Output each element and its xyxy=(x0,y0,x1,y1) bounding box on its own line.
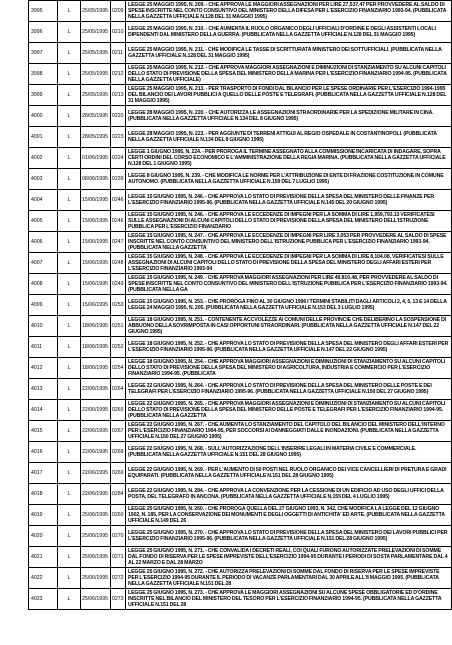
record-description-cell: LEGGE 15 GIUGNO 1995, N. 246. - CHE APPROVA LO STATO DI PREVISIONE DELLA SPESA DEL MINISTERO DELLE FINANZE PER L'ESERCIZIO FINANZIARIO 1995-96. (PUBBLICATA NELLA GAZZETTA UFFICIALE N.145 DEL 20 GIUGNO 1995) xyxy=(126,190,452,211)
record-code-cell: 0253 xyxy=(111,295,126,316)
record-number-cell: 4002 xyxy=(29,148,58,169)
record-code-cell: 0213 xyxy=(111,85,126,106)
record-number-cell: 4018 xyxy=(29,484,58,505)
record-date-cell: 25/05/1995 xyxy=(81,22,111,43)
table-row xyxy=(29,505,452,526)
record-type-cell: L xyxy=(58,442,81,463)
record-description-cell: LEGGE 8 GIUGNO 1995, N. 239. - CHE MODIFICA LE NORME PER L'ATTRIBUZIONE DI ENTE DI FRAZIONE COSTITUZIONE IN COMUNE AUTONOMO. (PUBBLICATA NELLA GAZZETTA UFFICIALE N.159 DEL 7 LUGLIO 1995) xyxy=(126,169,452,190)
table-row xyxy=(29,64,452,85)
record-type-cell: L xyxy=(58,463,81,484)
record-number-cell: 4023 xyxy=(29,589,58,610)
table-row xyxy=(29,148,452,169)
record-description-cell: LEGGE 25 MAGGIO 1995, N. 213. - PER TRASPORTO DI FONDI DAL BILANCIO PER LE SPESE ORDINARIE PER L'ESERCIZIO 1994-1995 DEL BILANCIO DEI LAVORI PUBBLICI A QUELLO DELLE POSTE E TELEGRAFI. (PUBBLICATA NELLA GAZZETTA UFFICIALE N.128 DEL 31 MAGGIO 1995) xyxy=(126,85,452,106)
record-number-cell: 4019 xyxy=(29,505,58,526)
record-type-cell: L xyxy=(58,337,81,358)
record-code-cell: 0224 xyxy=(111,148,126,169)
record-number-cell: 4004 xyxy=(29,190,58,211)
record-description-cell: LEGGE 22 GIUGNO 1995, N. 284. - CHE APPROVA LA CONVENZIONE PER LA CESSIONE DI UN EDIFICIO AD USO DEGLI UFFICI DELLA POSTA, DEL TELEGRAFO IN ANCONA. (PUBBLICATA NELLA GAZZETTA UFFICIALE N.155 DEL 4 LUGLIO 1995) xyxy=(126,484,452,505)
record-number-cell: 4021 xyxy=(29,547,58,568)
table-body xyxy=(29,1,452,610)
record-description-cell: LEGGE 15 GIUGNO 1995, N. 249. - CHE APPROVA MAGGIORI ASSEGNAZIONI PER LIRE 49.810.48, PER PROVVEDERE AL SALDO DI SPESE INSCRITTE NEL CONTO CONSUNTIVO DEL MINISTERO DELL'ISTRUZIONE PUBBLICA PER L'ESERCIZIO FINANZIARIO 1993-94. (PUBBLICATA NELLA GA xyxy=(126,274,452,295)
record-code-cell: 0223 xyxy=(111,127,126,148)
record-date-cell: 18/06/1995 xyxy=(81,358,111,379)
table-row xyxy=(29,274,452,295)
record-number-cell: 3995 xyxy=(29,1,58,22)
record-code-cell: 0269 xyxy=(111,463,126,484)
record-number-cell: 4022 xyxy=(29,568,58,589)
table-row xyxy=(29,106,452,127)
record-code-cell: 0212 xyxy=(111,64,126,85)
record-description-cell: LEGGE 22 GIUGNO 1995, N. 269. - PER L'AUMENTO DI 50 POSTI NEL RUOLO ORGANICO DEI VICE CANCELLIERI DI PRETURA E GRADI EQUIPARATI. (PUBBLICATA NELLA GAZZETTA UFFICIALE N.151 DEL 28 GIUGNO 1995) xyxy=(126,463,452,484)
record-type-cell: L xyxy=(58,295,81,316)
record-number-cell: 4003 xyxy=(29,169,58,190)
record-code-cell: 0273 xyxy=(111,589,126,610)
record-code-cell: 0210 xyxy=(111,22,126,43)
record-number-cell: 4007 xyxy=(29,253,58,274)
record-date-cell: 15/06/1995 xyxy=(81,211,111,232)
record-type-cell: L xyxy=(58,316,81,337)
record-code-cell: 0271 xyxy=(111,547,126,568)
record-date-cell: 15/06/1995 xyxy=(81,232,111,253)
record-date-cell: 01/06/1995 xyxy=(81,148,111,169)
record-type-cell: L xyxy=(58,421,81,442)
record-type-cell: L xyxy=(58,484,81,505)
record-code-cell: 0248 xyxy=(111,253,126,274)
record-code-cell: 0220 xyxy=(111,106,126,127)
record-number-cell: 3999 xyxy=(29,85,58,106)
record-code-cell: 0251 xyxy=(111,316,126,337)
record-description-cell: LEGGE 25 GIUGNO 1995, N. 260. - CHE PROROGA QUELLA DEL 27 GIUGNO 1993, N. 342, CHE MODIFICA LA LEGGE DEL 12 GIUGNO 1902, N. 185, PER LA CONSERVAZIONE DEI MONUMENTI E DEGLI OGGETTI DI ANTICHITA' ED ARTE. (PUBBLICATA NELLA GAZZETTA UFFICIALE N.149 DEL 26 xyxy=(126,505,452,526)
record-description-cell: LEGGE 28 MAGGIO 1995, N. 220. - CHE AUTORIZZA LE ASSEGNAZIONI STRAORDINARIE PER LA SPEDIZIONE MILITARE IN CINA. (PUBBLICATA NELLA GAZZETTA UFFICIALE N.134 DEL 8 GIUGNO 1995) xyxy=(126,106,452,127)
table-row xyxy=(29,568,452,589)
record-date-cell: 28/05/1995 xyxy=(81,127,111,148)
record-type-cell: L xyxy=(58,43,81,64)
record-code-cell: 0246 xyxy=(111,211,126,232)
record-type-cell: L xyxy=(58,253,81,274)
table-row xyxy=(29,232,452,253)
table-row xyxy=(29,127,452,148)
record-date-cell: 28/05/1995 xyxy=(81,106,111,127)
record-code-cell: 0265 xyxy=(111,400,126,421)
record-number-cell: 4017 xyxy=(29,463,58,484)
table-row xyxy=(29,463,452,484)
record-code-cell: 0267 xyxy=(111,421,126,442)
record-description-cell: LEGGE 28 MAGGIO 1995, N. 223. - PER AGGIUNTE DI TERRENI ATTIGUI AL REGIO OSPEDALE IN COSTANTINOPOLI. (PUBBLICATA NELLA GAZZETTA UFFICIALE N.134 DEL 8 GIUGNO 1995) xyxy=(126,127,452,148)
table-row xyxy=(29,211,452,232)
record-number-cell: 4013 xyxy=(29,379,58,400)
record-description-cell: LEGGE 22 GIUGNO 1995, N. 264. - CHE APPROVA LO STATO DI PREVISIONE DELLA SPESA DEL MINISTERO DELLE POSTE E DEI TELEGRAFI PER L'ESERCIZIO FINANZIARIO 1995-96. (PUBBLICATA NELLA GAZZETTA UFFICIALE N.150 DEL 27 GIUGNO 1995) xyxy=(126,379,452,400)
table-row xyxy=(29,421,452,442)
record-type-cell: L xyxy=(58,85,81,106)
record-number-cell: 4006 xyxy=(29,232,58,253)
table-row xyxy=(29,22,452,43)
record-type-cell: L xyxy=(58,400,81,421)
record-date-cell: 25/06/1995 xyxy=(81,526,111,547)
record-date-cell: 22/06/1995 xyxy=(81,463,111,484)
record-description-cell: LEGGE 15 GIUGNO 1995, N. 253. - CHE PROROGA FINO AL 30 GIUGNO 1996 I TERMINI STABILITI DAGLI ARTICOLI 2, 4, 5, 13 E 14 DELLA LEGGE 24 MAGGIO 1995, N. 205. (PUBBLICATA NELLA GAZZETTA UFFICIALE N.153 DEL 3 LUGLIO 1995) xyxy=(126,295,452,316)
record-number-cell: 4012 xyxy=(29,358,58,379)
record-description-cell: LEGGE 25 GIUGNO 1995, N. 273. - CHE APPROVA LE MAGGIORI ASSEGNAZIONI SU ALCUNE SPESE OBBLIGATORIE ED D'ORDINE INSCRITTE NEL BILANCIO DEL MINISTERO DEL TESORO PER L'ESERCIZIO FINANZIARIO 1994-95. (PUBBLICATA NELLA GAZZETTA UFFICIALE N.151 DEL 28 xyxy=(126,589,452,610)
record-description-cell: LEGGE 25 GIUGNO 1995, N. 272. - CHE AUTORIZZA PRELEVAZIONI DI SOMME DAL FONDO DI RISERVA PER LE SPESE IMPREVISTE PER L'ESERCIZIO 1994-95 DURANTE IL PERIODO DI VACANZE PARLAMENTARI DAL 30 APRILE ALL'8 MAGGIO 1995. (PUBBLICATA NELLA GAZZETTA UFFICIALE N.151 DEL 28 xyxy=(126,568,452,589)
record-type-cell: L xyxy=(58,274,81,295)
record-type-cell: L xyxy=(58,358,81,379)
record-number-cell: 4011 xyxy=(29,337,58,358)
record-date-cell: 25/05/1995 xyxy=(81,85,111,106)
record-number-cell: 4001 xyxy=(29,127,58,148)
record-type-cell: L xyxy=(58,1,81,22)
record-number-cell: 4015 xyxy=(29,421,58,442)
record-type-cell: L xyxy=(58,232,81,253)
record-description-cell: LEGGE 18 GIUGNO 1995, N. 254. - CHE APPROVA MAGGIORI ASSEGNAZIONI E DIMINUZIONI DI STANZIAMENTO SU ALCUNI CAPITOLI DELLO STATO DI PREVISIONE DELLA SPESA DEL MINISTERO DI AGRICOLTURA, INDUSTRIA E COMMERCIO PER L'ESERCIZIO FINANZIARIO 1994-95. (PUBBLICATA xyxy=(126,358,452,379)
record-code-cell: 0264 xyxy=(111,379,126,400)
table-row xyxy=(29,337,452,358)
record-description-cell: LEGGE 22 GIUGNO 1995, N. 267. - CHE AUMENTA LO STANZIAMENTO DEL CAPITOLO DEL BILANCIO DEL MINISTERO DELL'INTERNO PER L'ESERCIZIO FINANZIARIO 1994-95, PER SOCCORSI AI DANNEGGIATI DALLE INONDAZIONI. (PUBBLICATA NELLA GAZZETTA UFFICIALE N.150 DEL 27 GIUGNO 1995) xyxy=(126,421,452,442)
table-row xyxy=(29,589,452,610)
table-row xyxy=(29,253,452,274)
record-date-cell: 25/05/1995 xyxy=(81,1,111,22)
record-code-cell: 0247 xyxy=(111,232,126,253)
record-code-cell: 0260 xyxy=(111,505,126,526)
record-number-cell: 4008 xyxy=(29,274,58,295)
record-date-cell: 15/06/1995 xyxy=(81,295,111,316)
record-date-cell: 22/06/1995 xyxy=(81,421,111,442)
record-date-cell: 25/06/1995 xyxy=(81,547,111,568)
record-type-cell: L xyxy=(58,526,81,547)
table-row xyxy=(29,484,452,505)
record-date-cell: 25/06/1995 xyxy=(81,568,111,589)
record-type-cell: L xyxy=(58,190,81,211)
record-code-cell: 0270 xyxy=(111,526,126,547)
record-date-cell: 25/05/1995 xyxy=(81,43,111,64)
record-type-cell: L xyxy=(58,148,81,169)
record-code-cell: 0249 xyxy=(111,274,126,295)
record-description-cell: LEGGE 15 GIUGNO 1995, N. 247. - CHE APPROVA LE ECCEDENZE DI IMPEGNI PER LIRE 3,053 PER PROVVEDERE AL SALDO DI SPESE INSCRITTE NEL CONTO CONSUNTIVO DEL MINISTERO DELL'ISTRUZIONE PUBBLICA PER L'ESERCIZIO FINANZIARIO 1993-94. (PUBBLICATA NELLA GAZZETTA xyxy=(126,232,452,253)
table-row xyxy=(29,526,452,547)
record-date-cell: 15/06/1995 xyxy=(81,253,111,274)
record-date-cell: 18/06/1995 xyxy=(81,337,111,358)
record-description-cell: LEGGE 25 MAGGIO 1995, N. 209. - CHE APPROVA LE MAGGIORI ASSEGNAZIONI PER LIRE 27,537.47 PER PROVVEDERE AL SALDO DI SPESE INSCRITTE NEL CONTO CONSUNTIVO DEL MINISTERO DELLA DIFESA PER L'ESERCIZIO FINANZIARIO 1993-94. (PUBBLICATA NELLA GAZZETTA UFFICIALE N.128 DEL 31 MAGGIO 1995) xyxy=(126,1,452,22)
record-type-cell: L xyxy=(58,106,81,127)
record-number-cell: 4014 xyxy=(29,400,58,421)
record-type-cell: L xyxy=(58,169,81,190)
record-number-cell: 4000 xyxy=(29,106,58,127)
record-number-cell: 3998 xyxy=(29,64,58,85)
record-date-cell: 22/06/1995 xyxy=(81,400,111,421)
record-type-cell: L xyxy=(58,568,81,589)
record-description-cell: LEGGE 25 GIUGNO 1995, N. 270. - CHE APPROVA LO STATO DI PREVISIONE DELLA SPESA DEL MINISTERO DEI LAVORI PUBBLICI PER L'ESERCIZIO FINANZIARIO 1995-96. (PUBBLICATA NELLA GAZZETTA UFFICIALE N.151 DEL 28 GIUGNO 1995) xyxy=(126,526,452,547)
record-type-cell: L xyxy=(58,22,81,43)
record-date-cell: 25/06/1995 xyxy=(81,589,111,610)
record-description-cell: LEGGE 1 GIUGNO 1995, N. 224. - PER PROROGA IL TERMINE ASSEGNATO ALLA COMMISSIONE INCARICATA DI INDAGARE, SOPRA CERTI ORDINI DEL CORSO ECONOMICO E L'AMMINISTRAZIONE DELLA REGIA MARINA. (PUBBLICATA NELLA GAZZETTA UFFICIALE N.128 DEL 1 GIUGNO 1995) xyxy=(126,148,452,169)
record-code-cell: 0284 xyxy=(111,484,126,505)
table-row xyxy=(29,85,452,106)
record-description-cell: LEGGE 25 MAGGIO 1995, N. 212. - CHE APPROVA MAGGIORI ASSEGNAZIONI E DIMINUZIONI DI STANZIAMENTO SU ALCUNI CAPITOLI DELLO STATO DI PREVISIONE DELLA SPESA DEL MINISTERO DELLA MARINA PER L'ESERCIZIO FINANZIARIO 1994-95. (PUBBLICATA NELLA GAZZETTA UFFICIALE) xyxy=(126,64,452,85)
record-description-cell: LEGGE 18 GIUGNO 1995, N. 251. - CONTENENTE ACCVOLEZZE AI COMUNI DELLE PROVINCIE CHE DELIBERINO LA SOSPENSIONE DI ABBUONO DELLA SOVRIMPOSTA IN CASI OPPORTUNI STRAORDINARI. (PUBBLICATA NELLA GAZZETTA UFFICIALE N.147 DEL 22 GIUGNO 1995) xyxy=(126,316,452,337)
record-date-cell: 08/06/1995 xyxy=(81,169,111,190)
record-number-cell: 4009 xyxy=(29,295,58,316)
record-description-cell: LEGGE 25 MAGGIO 1995, N. 211. - CHE MODIFICA LE TASSE DI SCRITTURATA MINISTERO DEI SOTTUFFICIALI. (PUBBLICATA NELLA GAZZETTA UFFICIALE N.128 DEL 31 MAGGIO 1995) xyxy=(126,43,452,64)
record-type-cell: L xyxy=(58,547,81,568)
record-description-cell: LEGGE 22 GIUGNO 1995, N. 268. - SULL'AUTORIZZAZIONE DELL'INSERIRE LEGALI IN MATERIA CIVILE E COMMERCIALE. (PUBBLICATA NELLA GAZZETTA UFFICIALE N.151 DEL 28 GIUGNO 1995) xyxy=(126,442,452,463)
record-number-cell: 4020 xyxy=(29,526,58,547)
record-date-cell: 25/05/1995 xyxy=(81,64,111,85)
record-code-cell: 0254 xyxy=(111,358,126,379)
record-description-cell: LEGGE 22 GIUGNO 1995, N. 265. - CHE APPROVA MAGGIORI ASSEGNAZIONI E DIMINUZIONI DI STANZIAMENTO SU ALCUNI CAPITOLI DELLO STATO DI PREVISIONE DELLA SPESA DEL MINISTERO DELLE POSTE E TELEGRAFI PER L'ESERCIZIO FINANZIARIO 1994-95. (PUBBLICATA NELLA GAZZETTA xyxy=(126,400,452,421)
table-row xyxy=(29,379,452,400)
table-row xyxy=(29,295,452,316)
table-row xyxy=(29,1,452,22)
table-row xyxy=(29,442,452,463)
legislation-table xyxy=(28,0,452,610)
record-type-cell: L xyxy=(58,64,81,85)
record-description-cell: LEGGE 25 MAGGIO 1995, N. 210. - CHE AUMENTA IL RUOLO ORGANICO DEGLI UFFICIALI D'ORDINE E DEGLI ASSISTENTI LOCALI DIPENDENTI DAL MINISTERO DELLA GUERRA. (PUBBLICATA NELLA GAZZETTA UFFICIALE N.128 DEL 31 MAGGIO 1995) xyxy=(126,22,452,43)
record-code-cell: 0209 xyxy=(111,1,126,22)
record-number-cell: 3996 xyxy=(29,22,58,43)
table-row xyxy=(29,358,452,379)
record-code-cell: 0246 xyxy=(111,190,126,211)
record-number-cell: 3997 xyxy=(29,43,58,64)
record-date-cell: 25/06/1995 xyxy=(81,505,111,526)
table-row xyxy=(29,316,452,337)
record-date-cell: 18/06/1995 xyxy=(81,316,111,337)
record-type-cell: L xyxy=(58,589,81,610)
record-type-cell: L xyxy=(58,379,81,400)
record-number-cell: 4005 xyxy=(29,211,58,232)
record-type-cell: L xyxy=(58,211,81,232)
record-code-cell: 0211 xyxy=(111,43,126,64)
record-date-cell: 22/06/1995 xyxy=(81,484,111,505)
record-code-cell: 0252 xyxy=(111,337,126,358)
record-date-cell: 15/06/1995 xyxy=(81,190,111,211)
record-number-cell: 4016 xyxy=(29,442,58,463)
record-type-cell: L xyxy=(58,505,81,526)
record-description-cell: LEGGE 25 GIUGNO 1995, N. 271. - CHE CONVALIDA I DECRETI REALI, COI QUALI FURONO AUTORIZZATE PRELEVAZIONI DI SOMME DAL FONDO DI RISERVA PER LE SPESE IMPREVISTE DELL'ESERCIZIO 1994-95 DURANTE I PERIODI DI SOSTA PARLAMENTARE DAL 4 AL 22 MARZO E DAL 28 MARZO xyxy=(126,547,452,568)
table-row xyxy=(29,547,452,568)
table-row xyxy=(29,400,452,421)
record-date-cell: 22/06/1995 xyxy=(81,442,111,463)
record-date-cell: 15/06/1995 xyxy=(81,274,111,295)
record-type-cell: L xyxy=(58,127,81,148)
record-code-cell: 0239 xyxy=(111,169,126,190)
table-row xyxy=(29,190,452,211)
table-row xyxy=(29,169,452,190)
record-description-cell: LEGGE 15 GIUGNO 1995, N. 248. - CHE APPROVA LE ECCEDENZE DI IMPEGNI PER LA SOMMA DI LIRE 8,104.08, VERIFICATESI SULLE ASSEGNAZIONI DI ALCUNI CAPITOLI DELLO STATO DI PREVISIONE DELLA SPESA DEL MINISTERO DEGLI AFFARI ESTERI PER L'ESERCIZIO FINANZIARIO 1993-94 xyxy=(126,253,452,274)
table-row xyxy=(29,43,452,64)
record-description-cell: LEGGE 18 GIUGNO 1995, N. 252. - CHE APPROVA LO STATO DI PREVISIONE DELLA SPESA DEL MINISTERO DEGLI AFFARI ESTERI PER L'ESERCIZIO FINANZIARIO 1995-96. (PUBBLICATA NELLA GAZZETTA UFFICIALE N.147 DEL 22 GIUGNO 1995) xyxy=(126,337,452,358)
record-description-cell: LEGGE 15 GIUGNO 1995, N. 246. - CHE APPROVA LE ECCEDENZE DI IMPEGNI PER LA SOMMA DI LIRE 1,959,793.13 VERIFICATESI SULLE ASSEGNAZIONI DI ALCUNI CAPITOLI DELLO STATO DI PREVISIONE DELLA SPESA DEL MINISTERO DELL'ISTRUZIONE PUBBLICA PER L'ESERCIZIO FINANZIARIO xyxy=(126,211,452,232)
record-code-cell: 0268 xyxy=(111,442,126,463)
record-code-cell: 0272 xyxy=(111,568,126,589)
record-date-cell: 22/06/1995 xyxy=(81,379,111,400)
record-number-cell: 4010 xyxy=(29,316,58,337)
